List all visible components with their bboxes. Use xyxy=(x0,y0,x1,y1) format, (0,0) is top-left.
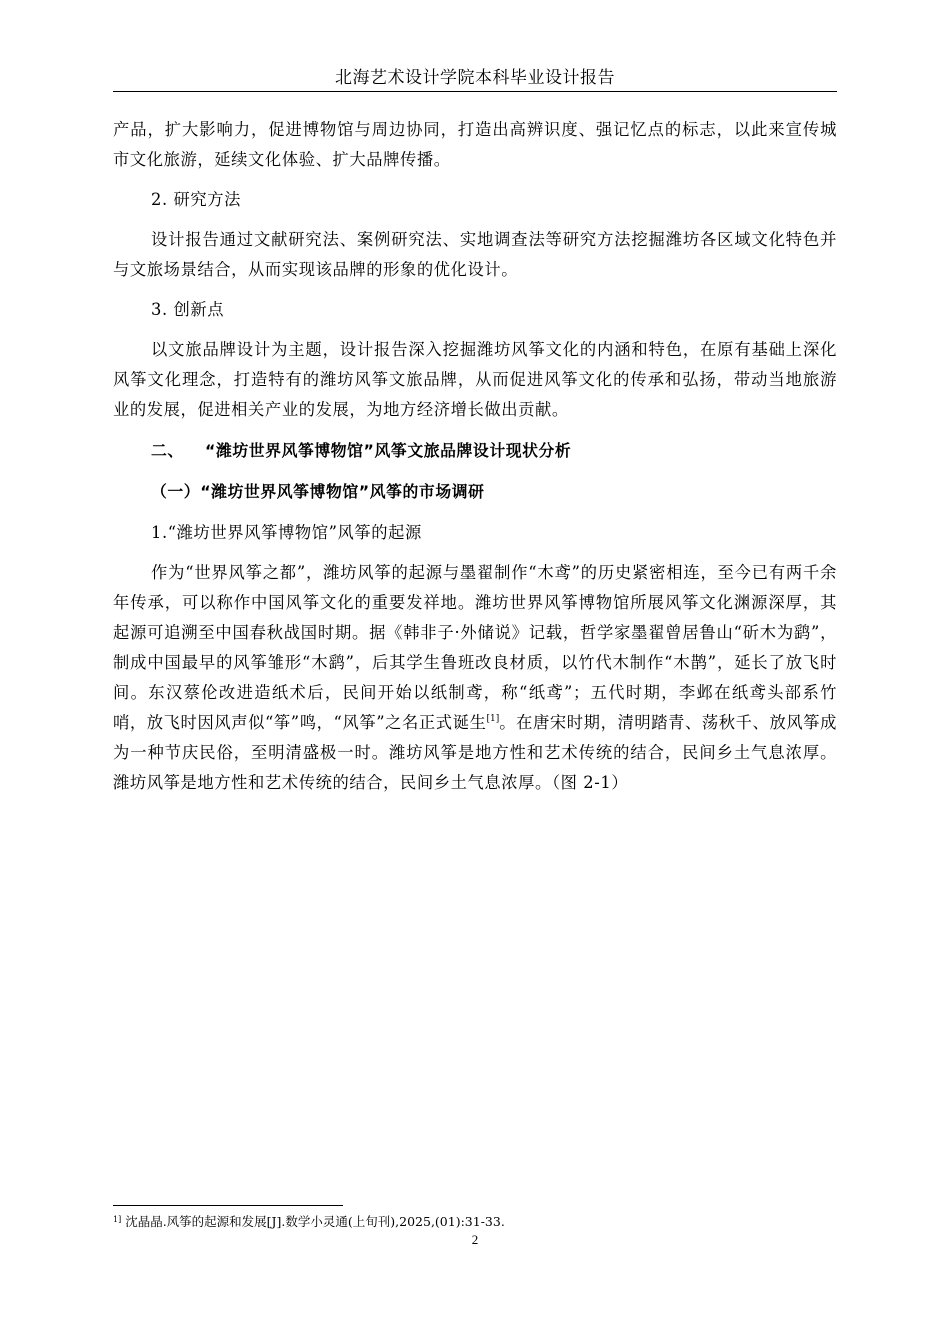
paragraph-origin xyxy=(113,558,837,798)
page-number: 2 xyxy=(471,1232,479,1247)
paragraph-research-method: 设计报告通过文献研究法、案例研究法、实地调查法等研究方法挖掘潍坊各区域文化特色并与文旅场景结合，从而实现该品牌的形象的优化设计。 xyxy=(113,230,837,279)
citation-ref[interactable]: [1] xyxy=(486,714,500,724)
paragraph-origin-part-1: 作为“世界风筝之都”，潍坊风筝的起源与墨翟制作“木鸢”的历史紧密相连，至今已有两千余年传承，可以称作中国风筝文化的重要发祥地。潍坊世界风筝博物馆所展风筝文化渊源深厚，其起源可追溯至中国春秋战国时期。据《韩非子·外储说》记载，哲学家墨翟曾居鲁山“斫木为鹞”，制成中国最早的风筝雏形“木鹞”，后其学生鲁班改良材质，以竹代木制作“木鹊”，延长了放飞时间。东汉蔡伦改进造纸术后，民间开始以纸制鸢，称“纸鸢”；五代时期，李邺在纸鸢头部系竹哨，放飞时因风声似“筝”鸣，“风筝”之名正式诞生 xyxy=(113,563,837,732)
paragraph-innovation: 以文旅品牌设计为主题，设计报告深入挖掘潍坊风筝文化的内涵和特色，在原有基础上深化风筝文化理念，打造特有的潍坊风筝文旅品牌，从而促进风筝文化的传承和弘扬，带动当地旅游业的发展，促进相关产业的发展，为地方经济增长做出贡献。 xyxy=(113,340,837,419)
page-header: 北海艺术设计学院本科毕业设计报告 xyxy=(335,68,615,88)
list-item-innovation: 3. 创新点 xyxy=(151,300,225,319)
list-item-research-method: 2. 研究方法 xyxy=(151,190,242,209)
section-heading-number: 二、 xyxy=(151,441,184,460)
list-item-origin: 1.“潍坊世界风筝博物馆”风筝的起源 xyxy=(151,523,422,542)
body-text xyxy=(113,115,837,798)
paragraph-origin-part-2: 。在唐宋时期，清明踏青、荡秋千、放风筝成为一种节庆民俗，至明清盛极一时。潍坊风筝是地方性和艺术传统的结合，民间乡土气息浓厚。潍坊风筝是地方性和艺术传统的结合，民间乡土气息浓厚。（图 2-1） xyxy=(113,713,837,792)
subsection-heading: （一）“潍坊世界风筝博物馆”风筝的市场调研 xyxy=(151,482,485,501)
footnote xyxy=(113,1213,837,1231)
header-rule xyxy=(113,91,837,92)
footnote-rule xyxy=(113,1205,343,1206)
footnote-text: 沈晶晶.风筝的起源和发展[J].数学小灵通(上旬刊),2025,(01):31-33. xyxy=(121,1214,505,1229)
footnote-marker: 1] xyxy=(113,1215,122,1224)
section-heading-text: “潍坊世界风筝博物馆”风筝文旅品牌设计现状分析 xyxy=(205,441,572,460)
section-heading xyxy=(113,436,837,466)
paragraph-continued: 产品，扩大影响力，促进博物馆与周边协同，打造出高辨识度、强记忆点的标志，以此来宣传城市文化旅游，延续文化体验、扩大品牌传播。 xyxy=(113,120,837,169)
